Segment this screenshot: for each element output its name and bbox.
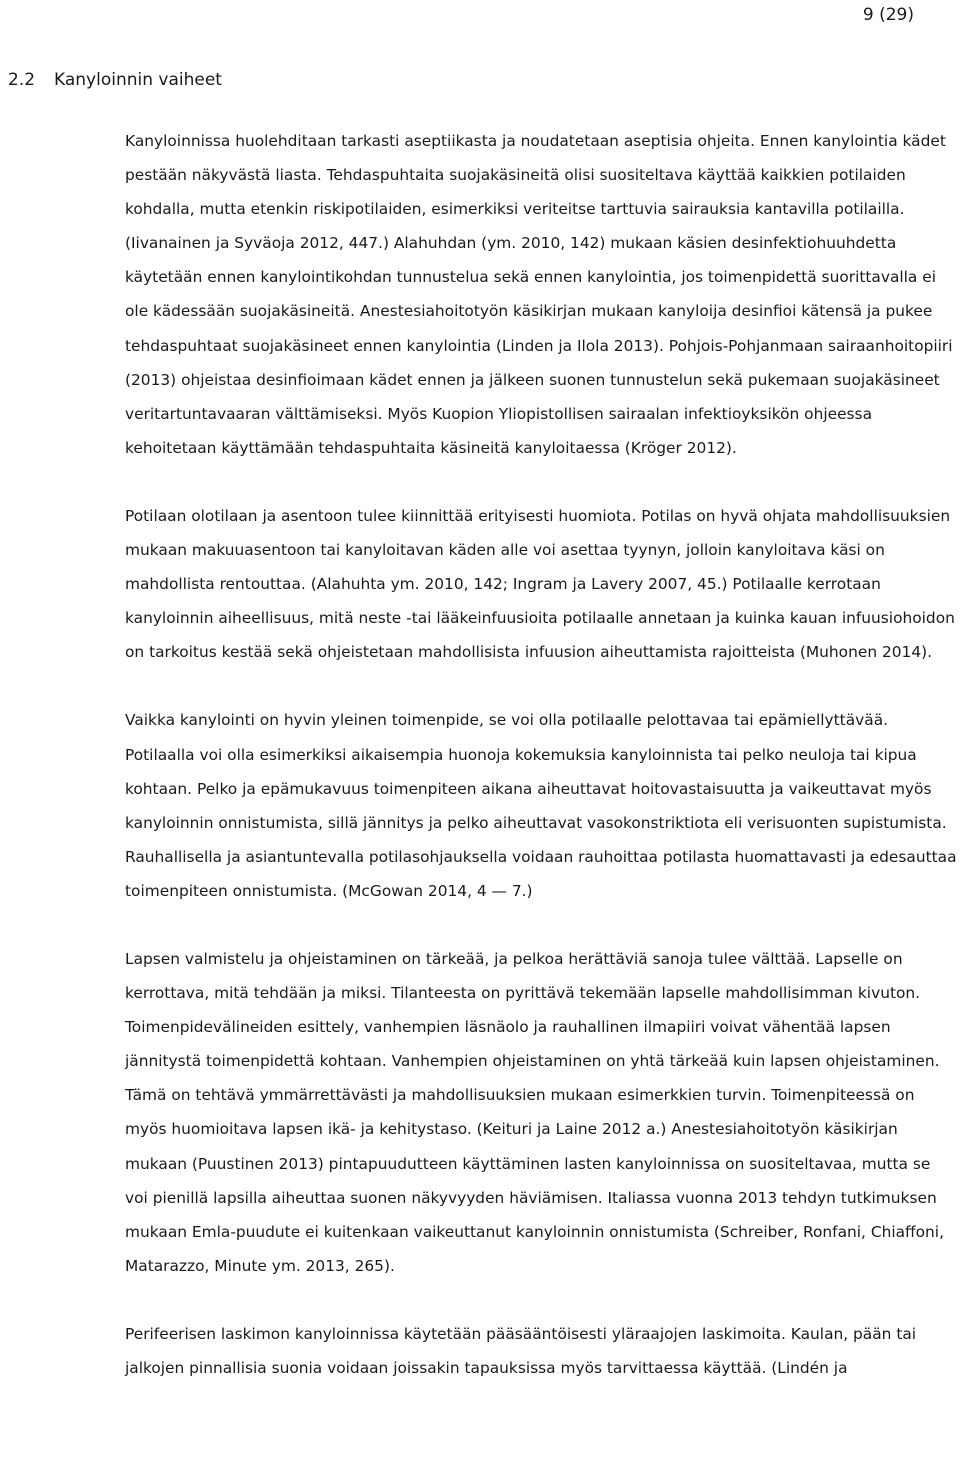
body-text bbox=[125, 124, 957, 1385]
paragraph-patient-fear: Vaikka kanylointi on hyvin yleinen toimenpide, se voi olla potilaalle pelottavaa tai epämiellyttävää. Potilaalla voi olla esimerkiksi aikaisempia huonoja kokemuksia kanyloinnista tai pelko neuloja tai kipua kohtaan. Pelko ja epämukavuus toimenpiteen aikana aiheuttavat hoitovastaisuutta ja vaikeuttavat myös kanyloinnin onnistumista, sillä jännitys ja pelko aiheuttavat vasokonstriktiota eli verisuonten supistumista. Rauhallisella ja asiantuntevalla potilasohjauksella voidaan rauhoittaa potilasta huomattavasti ja edesauttaa toimenpiteen onnistumista. (McGowan 2014, 4 — 7.) bbox=[125, 711, 957, 900]
paragraph-peripheral-veins: Perifeerisen laskimon kanyloinnissa käytetään pääsääntöisesti yläraajojen laskimoita. Kaulan, pään tai jalkojen pinnallisia suonia voidaan joissakin tapauksissa myös tarvittaessa käyttää. (Lindén ja bbox=[125, 1324, 917, 1377]
section-title: Kanyloinnin vaiheet bbox=[54, 70, 222, 90]
section-heading bbox=[8, 69, 222, 91]
section-number: 2.2 bbox=[8, 70, 36, 90]
paragraph-aseptics: Kanyloinnissa huolehditaan tarkasti aseptiikasta ja noudatetaan aseptisia ohjeita. Ennen kanylointia kädet pestään näkyvästä liasta. Tehdaspuhtaita suojakäsineitä olisi suositeltava käyttää kaikkien potilaiden kohdalla, mutta etenkin riskipotilaiden, esimerkiksi veriteitse tarttuvia sairauksia kantavilla potilailla. (Iivanainen ja Syväoja 2012, 447.) Alahuhdan (ym. 2010, 142) mukaan käsien desinfektiohuuhdetta käytetään ennen kanylointikohdan tunnustelua sekä ennen kanylointia, jos toimenpidettä suorittavalla ei ole kädessään suojakäsineitä. Anestesiahoitotyön käsikirjan mukaan kanyloija desinfioi kätensä ja pukee tehdaspuhtaat suojakäsineet ennen kanylointia (Linden ja Ilola 2013). Pohjois-Pohjanmaan sairaanhoitopiiri (2013) ohjeistaa desinfioimaan kädet ennen ja jälkeen suonen tunnustelun sekä pukemaan suojakäsineet veritartuntavaaran välttämiseksi. Myös Kuopion Yliopistollisen sairaalan infektioyksikön ohjeessa kehoitetaan käyttämään tehdaspuhtaita käsineitä kanyloitaessa (Kröger 2012). bbox=[125, 132, 953, 457]
page-number: 9 (29) bbox=[862, 5, 914, 25]
paragraph-child-preparation: Lapsen valmistelu ja ohjeistaminen on tärkeää, ja pelkoa herättäviä sanoja tulee välttää. Lapselle on kerrottava, mitä tehdään ja miksi. Tilanteesta on pyrittävä tekemään lapselle mahdollisimman kivuton. Toimenpidevälineiden esittely, vanhempien läsnäolo ja rauhallinen ilmapiiri voivat vähentää lapsen jännitystä toimenpidettä kohtaan. Vanhempien ohjeistaminen on yhtä tärkeää kuin lapsen ohjeistaminen. Tämä on tehtävä ymmärrettävästi ja mahdollisuuksien mukaan esimerkkien turvin. Toimenpiteessä on myös huomioitava lapsen ikä- ja kehitystaso. (Keituri ja Laine 2012 a.) Anestesiahoitotyön käsikirjan mukaan (Puustinen 2013) pintapuudutteen käyttäminen lasten kanyloinnissa on suositeltavaa, mutta se voi pienillä lapsilla aiheuttaa suonen näkyvyyden häviämisen. Italiassa vuonna 2013 tehdyn tutkimuksen mukaan Emla-puudute ei kuitenkaan vaikeuttanut kanyloinnin onnistumista (Schreiber, Ronfani, Chiaffoni, Matarazzo, Minute ym. 2013, 265). bbox=[125, 949, 944, 1275]
paragraph-patient-position: Potilaan olotilaan ja asentoon tulee kiinnittää erityisesti huomiota. Potilas on hyvä ohjata mahdollisuuksien mukaan makuuasentoon tai kanyloitavan käden alle voi asettaa tyynyn, jolloin kanyloitava käsi on mahdollista rentouttaa. (Alahuhta ym. 2010, 142; Ingram ja Lavery 2007, 45.) Potilaalle kerrotaan kanyloinnin aiheellisuus, mitä neste -tai lääkeinfuusioita potilaalle annetaan ja kuinka kauan infuusiohoidon on tarkoitus kestää sekä ohjeistetaan mahdollisista infuusion aiheuttamista rajoitteista (Muhonen 2014). bbox=[125, 506, 955, 662]
